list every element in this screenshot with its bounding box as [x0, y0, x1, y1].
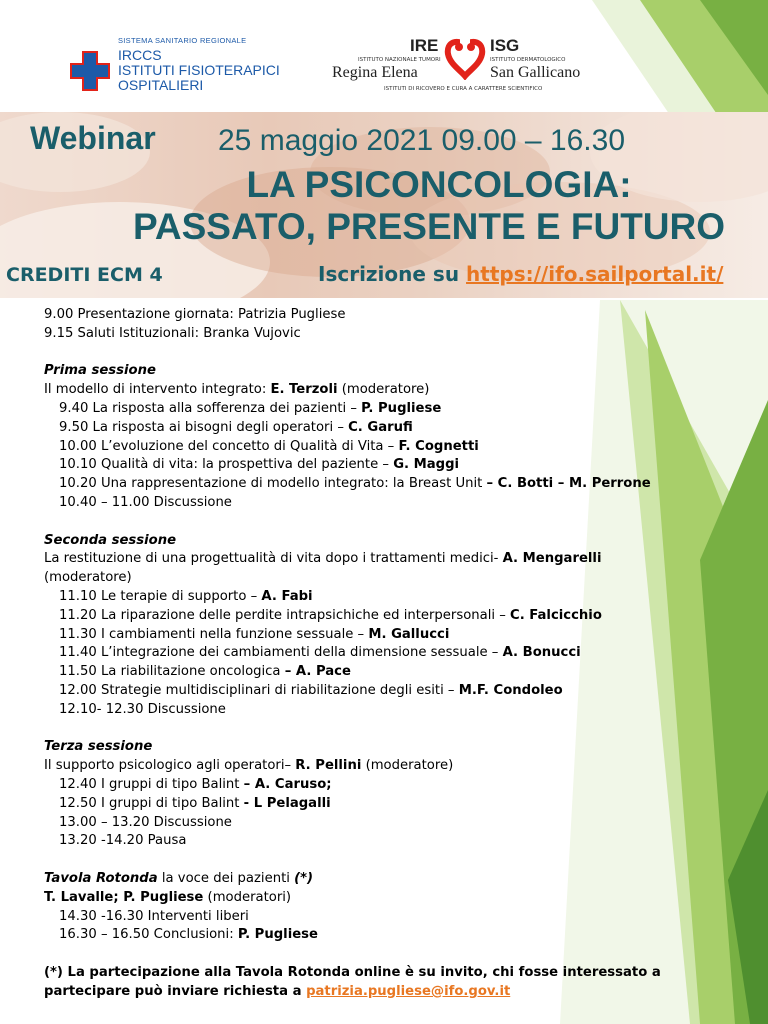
event-title-line1: LA PSICONCOLOGIA: [246, 164, 632, 205]
event-banner [0, 112, 768, 298]
program-item: 11.30 I cambiamenti nella funzione sessuale – M. Gallucci [59, 626, 450, 642]
program-item: 13.20 -14.20 Pausa [59, 833, 187, 849]
webinar-label: Webinar [30, 120, 156, 156]
session-title: Prima sessione [44, 363, 156, 379]
participation-note: (*) La partecipazione alla Tavola Rotonda online è su invito, chi fosse interessato a [44, 964, 661, 980]
program-item: 10.00 L’evoluzione del concetto di Qualità di Vita – F. Cognetti [59, 438, 479, 454]
program-intro-item: 9.00 Presentazione giornata: Patrizia Pugliese [44, 307, 346, 322]
session-chair: Il modello di intervento integrato: E. Terzoli (moderatore) [44, 382, 430, 398]
program-item: 11.40 L’integrazione dei cambiamenti della dimensione sessuale – A. Bonucci [59, 645, 581, 661]
registration-line: Iscrizione su https://ifo.sailportal.it/ [318, 262, 724, 286]
registration-link[interactable]: https://ifo.sailportal.it/ [466, 262, 724, 286]
session-title: Seconda sessione [44, 532, 177, 548]
ecm-credits: CREDITI ECM 4 [6, 264, 163, 286]
session-title: Terza sessione [44, 739, 153, 755]
ire-isg-logo [330, 36, 602, 100]
contact-email-link[interactable]: patrizia.pugliese@ifo.gov.it [306, 983, 511, 999]
program-item: 10.40 – 11.00 Discussione [59, 494, 232, 510]
logo-san-gallicano: San Gallicano [490, 64, 581, 81]
program-item: 13.00 – 13.20 Discussione [59, 814, 232, 830]
logo-ire-text: IRE [410, 36, 439, 55]
logo-ire-subtitle: ISTITUTO NAZIONALE TUMORI [358, 57, 441, 63]
program-item: 12.40 I gruppi di tipo Balint – A. Caruso; [59, 776, 332, 792]
program-item: 11.50 La riabilitazione oncologica – A. Pace [59, 664, 351, 680]
session-chair: Il supporto psicologico agli operatori– R. Pellini (moderatore) [44, 758, 454, 774]
participation-note-2: partecipare può inviare richiesta a patrizia.pugliese@ifo.gov.it [44, 983, 511, 999]
program [44, 306, 704, 1001]
program-item: 9.40 La risposta alla sofferenza dei pazienti – P. Pugliese [59, 400, 442, 416]
ifo-logo [70, 36, 310, 98]
logo-ssr-text: SISTEMA SANITARIO REGIONALE [118, 36, 247, 45]
session-chair-role: (moderatore) [44, 570, 132, 586]
program-intro-item: 9.15 Saluti Istituzionali: Branka Vujovic [44, 325, 301, 341]
event-date: 25 maggio 2021 09.00 – 16.30 [218, 124, 626, 157]
program-item: 10.20 Una rappresentazione di modello integrato: la Breast Unit – C. Botti – M. Perrone [59, 476, 651, 492]
program-item: 9.50 La risposta ai bisogni degli operatori – C. Garufi [59, 419, 413, 435]
red-cross-icon [70, 51, 110, 91]
logo-irccs-caption: ISTITUTI DI RICOVERO E CURA A CARATTERE SCIENTIFICO [384, 86, 543, 92]
logo-ifo-name: IRCCS ISTITUTI FISIOTERAPICI OSPITALIERI [118, 47, 280, 93]
program-item: 12.00 Strategie multidisciplinari di riabilitazione degli esiti – M.F. Condoleo [59, 682, 563, 698]
session-chair: La restituzione di una progettualità di vita dopo i trattamenti medici- A. Mengarelli [44, 551, 602, 567]
event-title-line2: PASSATO, PRESENTE E FUTURO [132, 206, 726, 247]
logo-isg-text: ISG [490, 36, 520, 55]
program-item: 14.30 -16.30 Interventi liberi [59, 908, 249, 924]
program-item: 11.20 La riparazione delle perdite intrapsichiche ed interpersonali – C. Falcicchio [59, 607, 602, 623]
round-table-moderators: T. Lavalle; P. Pugliese (moderatori) [44, 889, 292, 905]
program-item: 16.30 – 16.50 Conclusioni: P. Pugliese [59, 927, 318, 943]
program-item: 10.10 Qualità di vita: la prospettiva del paziente – G. Maggi [59, 457, 460, 473]
program-item: 11.10 Le terapie di supporto – A. Fabi [59, 588, 313, 604]
program-item: 12.50 I gruppi di tipo Balint - L Pelagalli [59, 795, 331, 811]
round-table-title: Tavola Rotonda la voce dei pazienti (*) [44, 870, 314, 886]
logo-regina-elena: Regina Elena [332, 64, 418, 81]
logo-isg-subtitle: ISTITUTO DERMATOLOGICO [490, 57, 566, 63]
ire-isg-emblem-icon [444, 38, 486, 80]
program-item: 12.10- 12.30 Discussione [59, 701, 226, 717]
